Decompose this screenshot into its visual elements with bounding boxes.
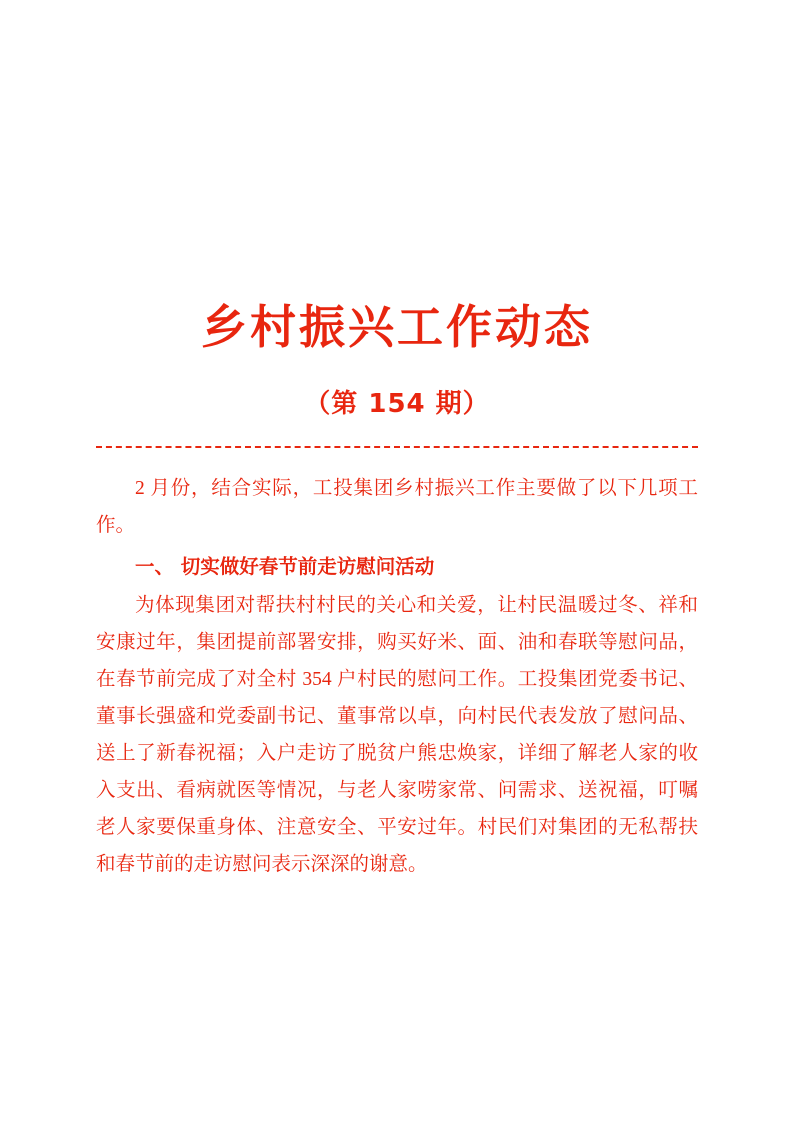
paragraph-intro: 2 月份，结合实际，工投集团乡村振兴工作主要做了以下几项工作。 (96, 478, 698, 537)
issue-number: （第 154 期） (304, 389, 490, 420)
paragraph-section-1-body: 为体现集团对帮扶村村民的关心和关爱，让村民温暖过冬、祥和安康过年，集团提前部署安排，购买好米、面、油和春联等慰问品，在春节前完成了对全村 354 户村民的慰问工作。工投集团党委书记、董事长强盛和党委副书记、董事常以卓，向村民代表发放了慰问品、送上了新春祝福；入户走访了脱贫户熊忠焕家，详细了解老人家的收入支出、看病就医等情况，与老人家唠家常、问需求、送祝福，叮嘱老人家要保重身体、注意安全、平安过年。村民们对集团的无私帮扶和春节前的走访慰问表示深深的谢意。 (96, 595, 698, 876)
divider (96, 446, 698, 448)
page-title: 乡村振兴工作动态 (201, 300, 593, 354)
body-text (96, 470, 698, 883)
document-content (96, 0, 698, 885)
section-heading-1: 一、 切实做好春节前走访慰问活动 (135, 555, 435, 579)
